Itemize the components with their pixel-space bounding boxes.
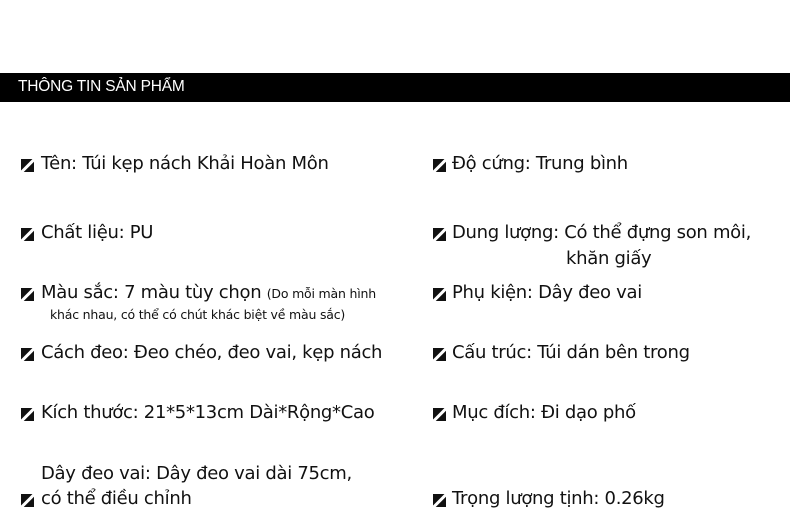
- spec-color-note-cont: khác nhau, có thể có chút khác biệt về màu sắc): [50, 307, 346, 322]
- spec-accessory: Phụ kiện: Dây đeo vai: [452, 282, 642, 303]
- spec-weight: Trọng lượng tịnh: 0.26kg: [452, 488, 665, 509]
- spec-material: Chất liệu: PU: [41, 222, 154, 243]
- section-header-bar: [0, 73, 790, 102]
- bullet-icon: [21, 159, 34, 172]
- bullet-icon: [21, 288, 34, 301]
- bullet-icon: [433, 228, 446, 241]
- spec-structure: Cấu trúc: Túi dán bên trong: [452, 342, 690, 363]
- section-title: THÔNG TIN SẢN PHẨM: [18, 78, 185, 95]
- spec-color-note: (Do mỗi màn hình: [266, 286, 376, 301]
- bullet-icon: [433, 408, 446, 421]
- bullet-icon: [21, 228, 34, 241]
- spec-name: Tên: Túi kẹp nách Khải Hoàn Môn: [41, 153, 329, 174]
- spec-capacity: Dung lượng: Có thể đựng son môi,: [452, 222, 752, 243]
- spec-capacity-cont: khăn giấy: [566, 248, 652, 269]
- bullet-icon: [433, 348, 446, 361]
- bullet-icon: [433, 288, 446, 301]
- spec-color-label: Màu sắc: 7 màu tùy chọn: [41, 282, 262, 303]
- spec-hardness: Độ cứng: Trung bình: [452, 153, 628, 174]
- spec-size: Kích thước: 21*5*13cm Dài*Rộng*Cao: [41, 402, 375, 423]
- spec-strap-line2: có thể điều chỉnh: [41, 488, 192, 509]
- bullet-icon: [21, 408, 34, 421]
- bullet-icon: [21, 494, 34, 507]
- spec-purpose: Mục đích: Đi dạo phố: [452, 402, 636, 423]
- spec-carry: Cách đeo: Đeo chéo, đeo vai, kẹp nách: [41, 342, 383, 363]
- bullet-icon: [433, 494, 446, 507]
- bullet-icon: [21, 348, 34, 361]
- bullet-icon: [433, 159, 446, 172]
- spec-strap-line1: Dây đeo vai: Dây đeo vai dài 75cm,: [41, 463, 352, 484]
